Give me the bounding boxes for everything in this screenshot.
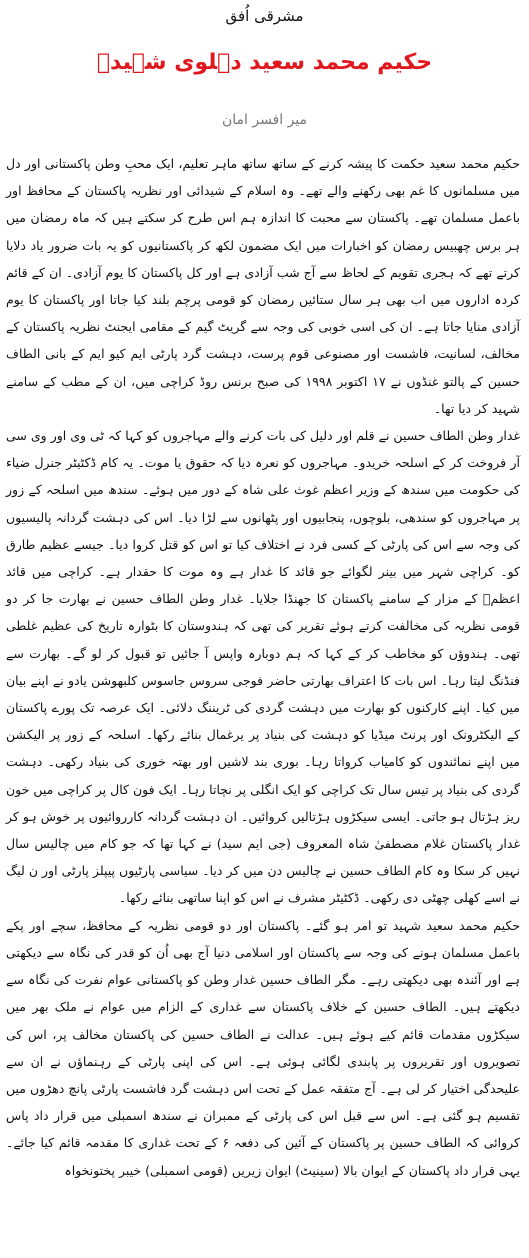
article-body bbox=[6, 150, 520, 1184]
column-title: مشرقی اُفق bbox=[225, 7, 304, 25]
article-paragraph: حکیم محمد سعید حکمت کا پیشہ کرنے کے ساتھ ساتھ ماہر تعلیم، ایک محبِ وطن پاکستانی اور دل میں مسلمانوں کا غم بھی رکھنے والے تھے۔ وہ اسلام کے شیدائی اور نظریہ پاکستان کے محافظ اور باعمل مسلمان تھے۔ پاکستان سے محبت کا اندازہ ہم اس طرح کر سکتے ہیں کہ ماہ رمضان میں ہر برس چھبیس رمضان کو اخبارات میں ایک مضمون لکھ کر پاکستانیوں کو یہ بات ضرور یاد دلایا کرتے تھے کہ ہجری تقویم کے لحاظ سے آج شب آزادی ہے اور کل پاکستان کا یوم آزادی۔ ان کے قائم کردہ اداروں میں اب بھی ہر سال ستائیں رمضان کو قومی پرچم بلند کیا جاتا اور پاکستان کا یوم آزادی منایا جاتا ہے۔ ان کی اسی خوبی کی وجہ سے گریٹ گیم کے مقامی ایجنٹ نظریہ پاکستان کے مخالف، لسانیت، فاشست اور مصنوعی قوم پرست، دہشت گرد پارٹی ایم کیو ایم کے بانی الطاف حسین کے پالتو غنڈوں نے ۱۷ اکتوبر ۱۹۹۸ کی صبح برنس روڈ کراچی میں، ان کے مطب کے سامنے شہید کر دیا تھا۔ bbox=[6, 156, 520, 416]
author-name: میر افسر امان bbox=[221, 112, 308, 128]
article-paragraph: غدار وطن الطاف حسین نے قلم اور دلیل کی بات کرنے والے مہاجروں کو کہا کہ ٹی وی اور وی سی آر فروخت کر کے اسلحہ خریدو۔ مہاجروں کو نعرہ دیا کہ حقوق یا موت۔ یہ کام ڈکٹیٹر جنرل ضیاء کی حکومت میں سندھ کے وزیر اعظم غوث علی شاہ کے دور میں ہوئے۔ سندھ میں اسلحہ کے زور پر مہاجروں کو سندھی، بلوچوں، پنجابیوں اور پٹھانوں سے لڑا دیا۔ اس کی دہشت گردانہ پالیسیوں کی وجہ سے اس کی پارٹی کے کسی فرد نے اختلاف کیا تو اس کو قتل کروا دیا۔ جیسے عظیم طارق کو۔ کراچی شہر میں بینر لگوائے جو قائد کا غدار ہے وہ موت کا حقدار ہے۔ کراچی میں قائد اعظمؒ کے مزار کے سامنے پاکستان کا جھنڈا جلایا۔ غدار وطن الطاف حسین نے بھارت جا کر دو قومی نظریہ کی مخالفت کرتے ہوئے تقریر کی تھی کہ ہندوستان کا بٹوارہ تاریخ کی عظیم غلطی تھی۔ ہندوؤں کو مخاطب کر کے کہا کہ ہم دوبارہ واپس آ جائیں تو قبول کر لو گے۔ بھارت سے فنڈنگ لیتا رہا۔ اس بات کا اعتراف بھارتی حاضر فوجی سروس جاسوس کلبھوشن یادو نے اپنے بیان میں کیا۔ اپنے کارکنوں کو بھارت میں دہشت گردی کی ٹریننگ دلائی۔ ایک عرصہ تک پورے پاکستان کے الیکٹرونک اور پرنٹ میڈیا کو دہشت کی بنیاد پر یرغمال بنائے رکھا۔ اسلحہ کے زور پر الیکشن میں اپنے نمائندوں کو کامیاب کرواتا رہا۔ بوری بند لاشیں اور بھتہ خوری کی بنیاد رکھی۔ دہشت گردی کی بنیاد پر تیس سال تک کراچی کو ایک انگلی پر نچاتا رہا۔ ایک فون کال پر کراچی میں خون ریز ہڑتال ہو جاتی۔ ایسی سیکڑوں ہڑتالیں کروائیں۔ ان دہشت گردانہ کارروائیوں پر خوش ہو کر غدار پاکستان غلام مصطفیٰ شاہ المعروف (جی ایم سید) نے کہا تھا کہ جو کام میں چالیس سال نہیں کر سکا وہ کام الطاف حسین نے چالیس دن میں کر دیا۔ سیاسی پارٹیوں پیپلز پارٹی اور ن لیگ نے اسے کھلی چھٹی دی رکھی۔ ڈکٹیٹر مشرف نے اس کو اپنا ساتھی بنائے رکھا۔ bbox=[6, 428, 520, 906]
article-title: حکیم محمد سعید دہلوی شہیدؒ bbox=[96, 50, 433, 75]
article-paragraph: حکیم محمد سعید شہید تو امر ہو گئے۔ پاکستان اور دو قومی نظریہ کے محافظ، سچے اور پکے باعمل مسلمان ہونے کی وجہ سے پاکستان اور اسلامی دنیا آج بھی اُن کو قدر کی نگاہ سے دیکھتی ہے اور آئندہ بھی دیکھتی رہے۔ مگر الطاف حسین غدار وطن کو پاکستانی عوام نفرت کی نگاہ سے دیکھتے ہیں۔ الطاف حسین کے خلاف پاکستان سے غداری کے الزام میں عوام نے ملک بھر میں سیکڑوں مقدمات قائم کیے ہوئے ہیں۔ عدالت نے الطاف حسین کی پاکستان مخالف پر، اس کی تصویروں اور تقریروں پر پابندی لگائی ہوئی ہے۔ اس کی اپنی پارٹی کے رہنماؤں نے ان سے علیحدگی اختیار کر لی ہے۔ آج متفقہ عمل کے تحت اس دہشت گرد فاشست پارٹی پانچ دھڑوں میں تقسیم ہو گئی ہے۔ اس سے قبل اس کی پارٹی کے ممبران نے سندھ اسمبلی میں قرار داد پاس کروائی کہ الطاف حسین پر پاکستان کے آئین کی دفعہ ۶ کے تحت غداری کا مقدمہ قائم کیا جائے۔ یہی قرار داد پاکستان کے ایوان بالا (سینیٹ) ایوان زیریں (قومی اسمبلی) خیبر پختونخواہ bbox=[6, 917, 520, 1178]
